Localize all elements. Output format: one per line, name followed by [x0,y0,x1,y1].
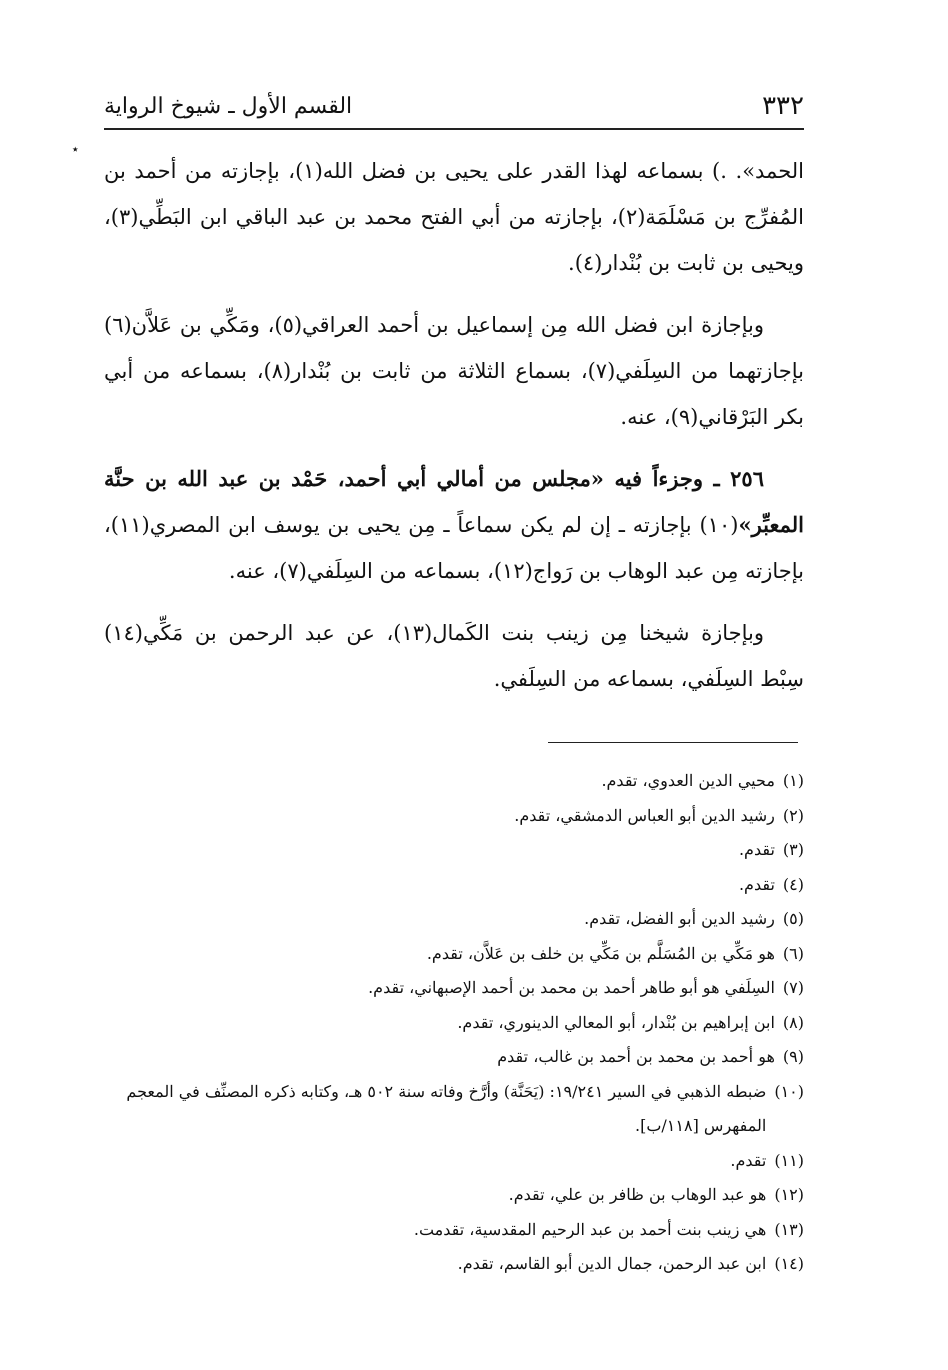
footnote-number: (٢) [782,805,804,825]
footnote-number: (٦) [782,943,804,963]
paragraph-text: (١٠) بإجازته ـ إن لم يكن سماعاً ـ مِن يحيى بن يوسف ابن المصري(١١)، بإجازته مِن عبد الوهاب بن رَواج(١٢)، بسماعه من السِلَفي(٧)، عنه. [104,513,804,583]
footnote [104,1040,804,1075]
footnote-text: هو عبد الوهاب بن ظافر بن علي، تقدم. [508,1185,767,1204]
footnote-number: (٩) [782,1047,804,1066]
paragraph [104,302,804,440]
footnote-text: هو أحمد بن محمد بن أحمد بن غالب، تقدم [497,1047,775,1066]
main-text [104,148,804,718]
footnote [104,764,804,799]
footnote-number: (١٣) [774,1219,804,1239]
header-title: القسم الأول ـ شيوخ الرواية [104,93,353,119]
footnote-number: (١٢) [774,1185,804,1204]
footnote-number: (١٤) [774,1254,804,1273]
footnote-number: (١) [782,771,804,790]
running-header [104,86,804,126]
footnote-number: (٨) [782,1012,804,1032]
footnote [104,902,804,937]
footnote [104,799,804,834]
footnote-text: ابن إبراهيم بن بُنْدار، أبو المعالي الدينوري، تقدم. [457,1012,775,1032]
footnote-text: ابن عبد الرحمن، جمال الدين أبو القاسم، تقدم. [457,1254,767,1273]
paragraph [104,148,804,286]
footnotes [104,764,804,1282]
page-number: ٣٣٢ [762,91,804,121]
footnote-text: رشيد الدين أبو العباس الدمشقي، تقدم. [514,805,775,825]
footnote [104,971,804,1006]
paragraph-text: وبإجازة ابن فضل الله مِن إسماعيل بن أحمد العراقي(٥)، ومَكِّي بن عَلاَّن(٦) بإجازتهما من السِلَفي(٧)، بسماع الثلاثة من ثابت بن بُنْدار(٨)، بسماعه من أبي بكر البَرْقاني(٩)، عنه. [104,313,804,429]
footnote-text: ضبطه الذهبي في السير ١٩/٢٤١: (يَحَنَّة) وأرَّخ وفاته سنة ٥٠٢ هـ، وكتابه ذكره المصنِّف في المعجم المفهرس [١١٨/ب]. [126,1081,767,1135]
footnote-text: رشيد الدين أبو الفضل، تقدم. [584,909,775,928]
footnote-text: السِلَفي هو أبو طاهر أحمد بن محمد بن أحمد الإصبهاني، تقدم. [368,978,775,997]
footnote [104,1075,804,1144]
entry-heading: ٢٥٦ ـ وجزءاً فيه «مجلس من أمالي أبي أحمد، حَمْد بن عبد الله بن حنَّة المعبِّر» [104,466,804,537]
footnote-separator [548,742,798,743]
margin-mark: ٭ [72,142,79,156]
footnote-text: تقدم. [738,874,775,894]
footnote [104,1213,804,1248]
footnote-text: هي زينب بنت أحمد بن عبد الرحيم المقدسية، تقدمت. [413,1219,767,1239]
paragraph-text: وبإجازة شيخنا مِن زينب بنت الكَمال(١٣)، عن عبد الرحمن بن مَكِّي(١٤) سِبْط السِلَفي، بسماعه من السِلَفي. [104,621,804,691]
footnote-text: تقدم. [730,1150,767,1170]
paragraph [104,610,804,702]
footnote [104,937,804,972]
paragraph-text: الحمد». .) بسماعه لهذا القدر على يحيى بن فضل الله(١)، بإجازته من أحمد بن المُفرِّج بن مَسْلَمَة(٢)، بإجازته من أبي الفتح محمد بن عبد الباقي ابن البَطِّي(٣)، ويحيى بن ثابت بن بُنْدار(٤). [104,159,804,275]
footnote-number: (١٠) [774,1081,804,1101]
paragraph-entry-256 [104,456,804,594]
footnote [104,1178,804,1213]
footnote [104,833,804,868]
footnote-number: (٧) [782,978,804,997]
footnote-text: تقدم. [738,840,775,859]
footnote-number: (٤) [782,874,804,894]
footnote-number: (١١) [774,1150,804,1170]
footnote-number: (٥) [782,909,804,928]
footnote [104,1247,804,1282]
footnote [104,868,804,903]
footnote-text: محيي الدين العدوي، تقدم. [601,771,775,790]
footnote [104,1144,804,1179]
footnote-text: هو مَكِّي بن المُسَلَّم بن مَكِّي بن خلف بن عَلاَّن، تقدم. [426,943,775,963]
footnote-number: (٣) [782,840,804,859]
header-rule [104,128,804,130]
footnote [104,1006,804,1041]
